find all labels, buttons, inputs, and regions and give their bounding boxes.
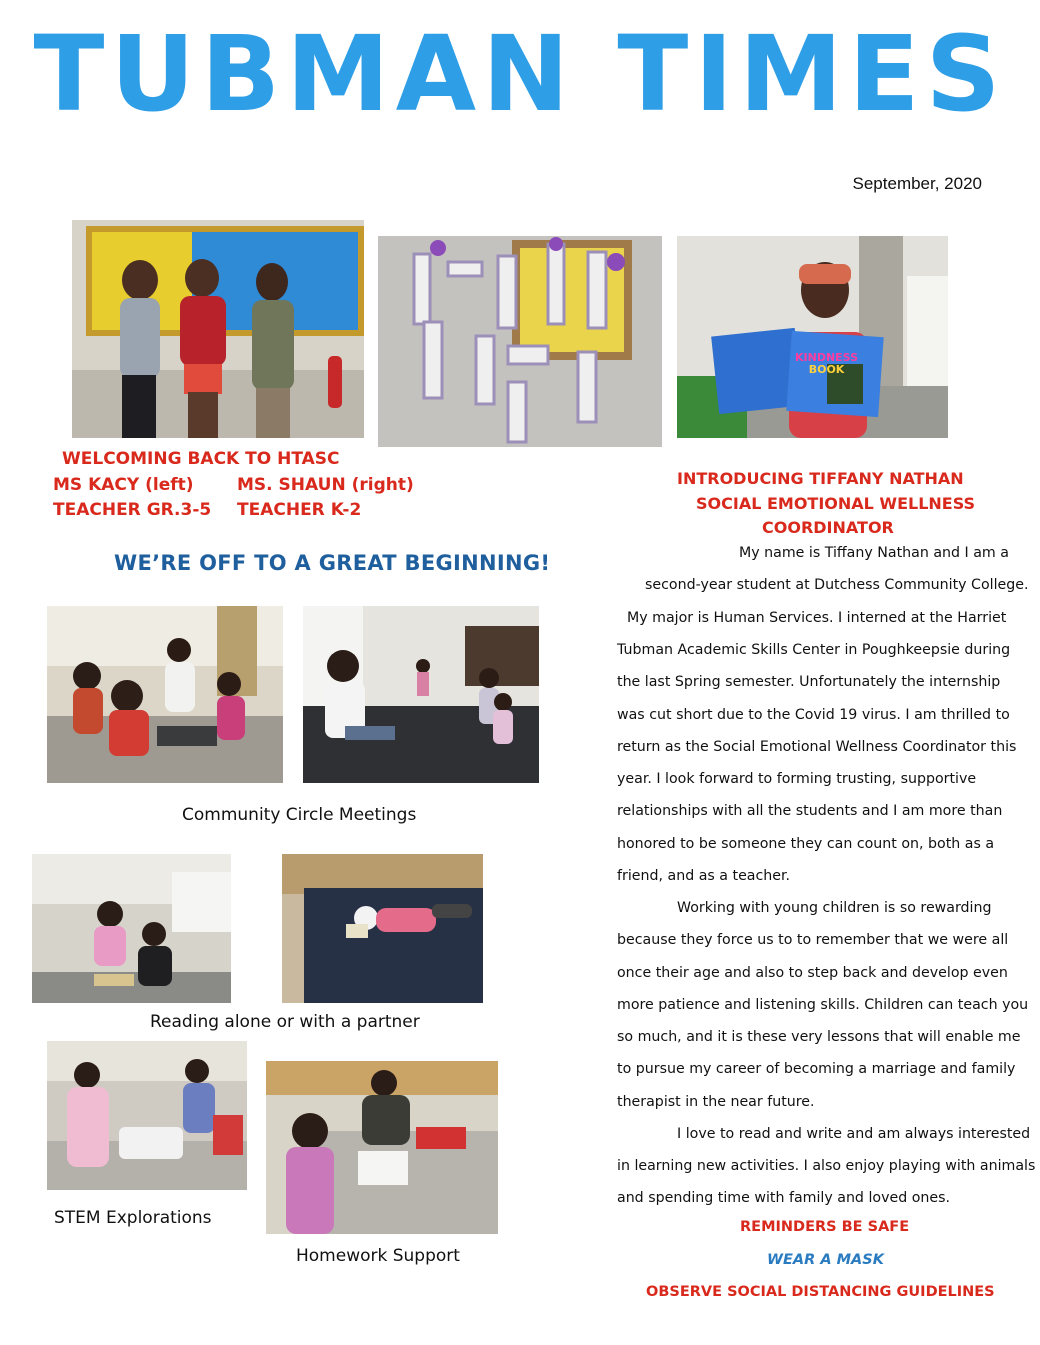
article-line: friend, and as a teacher. xyxy=(617,868,791,884)
name-letters-photo xyxy=(378,236,662,447)
kindness-book-photo xyxy=(677,236,948,438)
right-teacher-role: TEACHER K-2 xyxy=(237,500,362,520)
teachers-photo xyxy=(72,220,364,438)
intro-line-2: SOCIAL EMOTIONAL WELLNESS xyxy=(696,494,976,513)
reminder-wear-mask: WEAR A MASK xyxy=(767,1252,884,1268)
article-line: more patience and listening skills. Children can teach you xyxy=(617,997,1029,1013)
newsletter-title: TUBMAN TIMES xyxy=(33,13,1007,135)
welcome-line: WELCOMING BACK TO HTASC xyxy=(62,449,340,469)
reading-photo-2 xyxy=(282,854,483,1003)
article-line: honored to be someone they can count on, both as a xyxy=(617,836,995,852)
article-line: to pursue my career of becoming a marriage and family xyxy=(617,1061,1016,1077)
stem-photo xyxy=(47,1041,247,1190)
article-line: My major is Human Services. I interned at the Harriet xyxy=(627,610,1007,626)
headline: WE’RE OFF TO A GREAT BEGINNING! xyxy=(114,551,551,575)
intro-line-3: COORDINATOR xyxy=(762,518,894,537)
community-circle-photo-2 xyxy=(303,606,539,783)
article-line: therapist in the near future. xyxy=(617,1094,815,1110)
left-teacher-name: MS KACY (left) xyxy=(53,475,194,495)
book-title-line: KINDNESS xyxy=(795,351,859,364)
article-line: I love to read and write and am always interested xyxy=(677,1126,1031,1142)
intro-line-1: INTRODUCING TIFFANY NATHAN xyxy=(677,469,964,488)
reading-photo-1 xyxy=(32,854,231,1003)
article-line: so much, and it is these very lessons that will enable me xyxy=(617,1029,1021,1045)
kindness-book-cover-text xyxy=(795,352,858,376)
article-line: relationships with all the students and I am more than xyxy=(617,803,1003,819)
article-line: year. I look forward to forming trusting, supportive xyxy=(617,771,977,787)
homework-caption: Homework Support xyxy=(296,1246,460,1266)
book-title-line: BOOK xyxy=(808,363,845,376)
reminder-distancing: OBSERVE SOCIAL DISTANCING GUIDELINES xyxy=(646,1284,995,1300)
article-line: second-year student at Dutchess Community College. xyxy=(645,577,1029,593)
left-teacher-role: TEACHER GR.3-5 xyxy=(53,500,212,520)
article-line: the last Spring semester. Unfortunately the internship xyxy=(617,674,1001,690)
issue-date: September, 2020 xyxy=(852,174,982,193)
reading-caption: Reading alone or with a partner xyxy=(150,1012,420,1032)
community-circle-photo-1 xyxy=(47,606,283,783)
article-line: My name is Tiffany Nathan and I am a xyxy=(739,545,1009,561)
article-line: Tubman Academic Skills Center in Poughkeepsie during xyxy=(617,642,1011,658)
article-line: return as the Social Emotional Wellness Coordinator this xyxy=(617,739,1017,755)
reminder-be-safe: REMINDERS BE SAFE xyxy=(740,1219,910,1235)
article-line: was cut short due to the Covid 19 virus. I am thrilled to xyxy=(617,707,1010,723)
article-line: in learning new activities. I also enjoy playing with animals xyxy=(617,1158,1036,1174)
article-line: because they force us to to remember that we were all xyxy=(617,932,1009,948)
right-teacher-name: MS. SHAUN (right) xyxy=(237,475,414,495)
stem-caption: STEM Explorations xyxy=(54,1208,212,1228)
homework-photo xyxy=(266,1061,498,1234)
article-line: and spending time with family and loved ones. xyxy=(617,1190,951,1206)
article-line: once their age and also to step back and develop even xyxy=(617,965,1008,981)
article-line: Working with young children is so rewarding xyxy=(677,900,992,916)
community-circle-caption: Community Circle Meetings xyxy=(182,805,417,825)
